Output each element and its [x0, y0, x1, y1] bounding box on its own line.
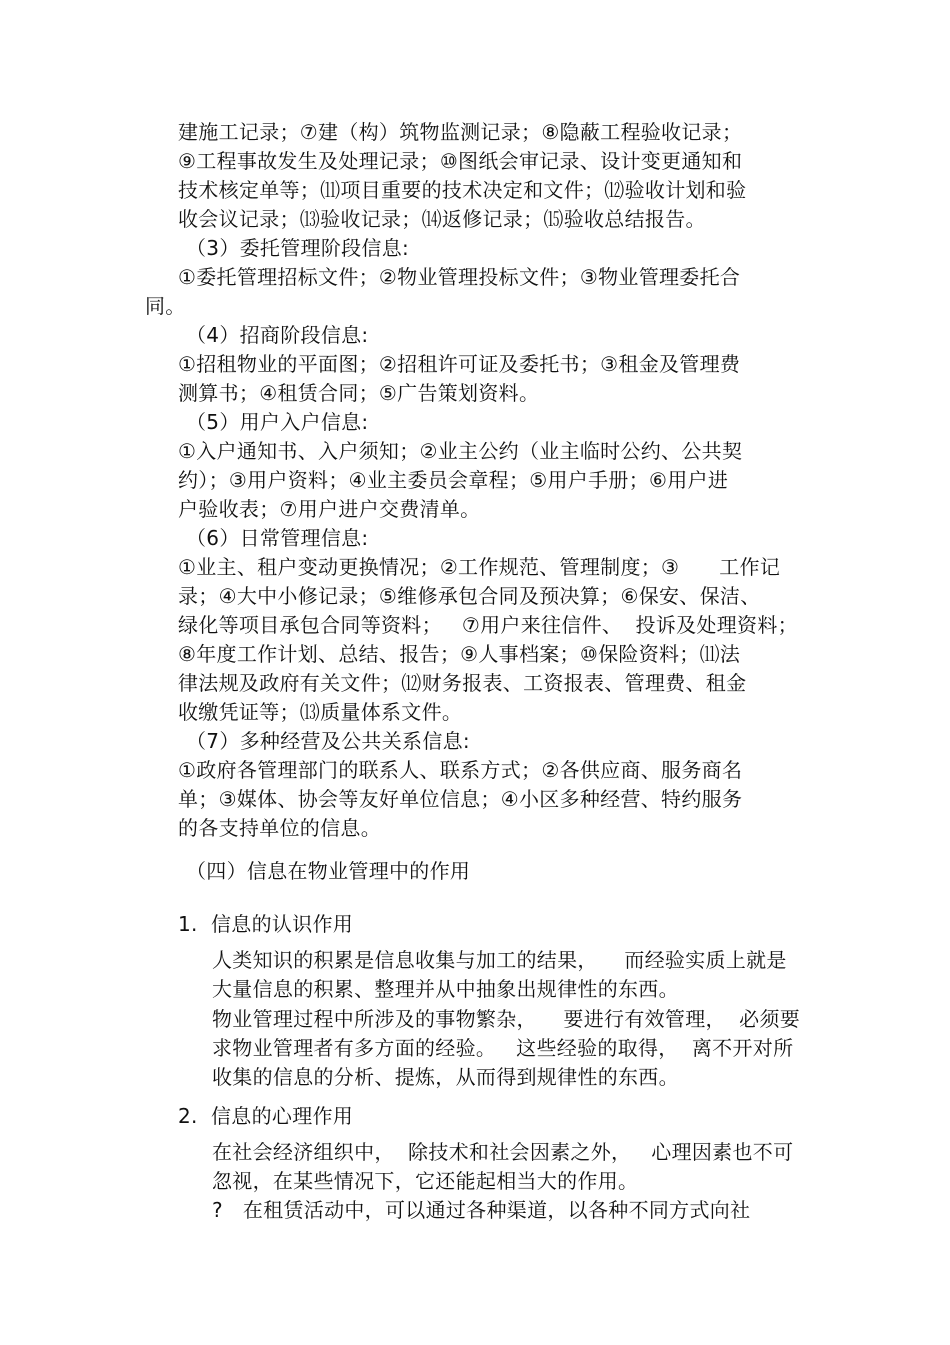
text-line: 求物业管理者有多方面的经验。 这些经验的取得， 离不开对所 [212, 1036, 794, 1060]
text-line: 建施工记录；⑦建（构）筑物监测记录；⑧隐蔽工程验收记录； [178, 120, 743, 144]
text-line: 物业管理过程中所涉及的事物繁杂， 要进行有效管理， 必须要 [212, 1007, 801, 1031]
text-line: 收会议记录；⒀验收记录；⒁返修记录；⒂验收总结报告。 [178, 207, 706, 231]
subsection-heading: （5）用户入户信息: [186, 410, 369, 434]
text-line: 人类知识的积累是信息收集与加工的结果， 而经验实质上就是 [212, 948, 787, 972]
text-line: ①招租物业的平面图；②招租许可证及委托书；③租金及管理费 [178, 352, 741, 376]
numbered-heading: 1. 信息的认识作用 [178, 912, 354, 936]
text-line: ①入户通知书、入户须知；②业主公约（业主临时公约、公共契 [178, 439, 743, 463]
subsection-heading: （7）多种经营及公共关系信息: [186, 729, 470, 753]
text-line: 收集的信息的分析、提炼，从而得到规律性的东西。 [212, 1065, 679, 1089]
text-line: ①政府各管理部门的联系人、联系方式；②各供应商、服务商名 [178, 758, 743, 782]
section-heading: （四）信息在物业管理中的作用 [186, 859, 471, 883]
text-line: 律法规及政府有关文件；⑿财务报表、工资报表、管理费、租金 [178, 671, 747, 695]
text-line: 测算书；④租赁合同；⑤广告策划资料。 [178, 381, 540, 405]
text-line: 单；③媒体、协会等友好单位信息；④小区多种经营、特约服务 [178, 787, 743, 811]
text-line: 户验收表；⑦用户进户交费清单。 [178, 497, 481, 521]
text-line: 技术核定单等；⑾项目重要的技术决定和文件；⑿验收计划和验 [178, 178, 747, 202]
text-line: ①业主、租户变动更换情况；②工作规范、管理制度；③ 工作记 [178, 555, 781, 579]
text-line: 大量信息的积累、整理并从中抽象出规律性的东西。 [212, 977, 679, 1001]
text-line: 的各支持单位的信息。 [178, 816, 381, 840]
subsection-heading: （6）日常管理信息: [186, 526, 369, 550]
text-line: 同。 [145, 294, 186, 318]
text-line: ⑨工程事故发生及处理记录；⑩图纸会审记录、设计变更通知和 [178, 149, 743, 173]
text-line: 忽视，在某些情况下，它还能起相当大的作用。 [212, 1169, 639, 1193]
text-line: 在社会经济组织中， 除技术和社会因素之外， 心理因素也不可 [212, 1140, 794, 1164]
text-line: ? 在租赁活动中，可以通过各种渠道，以各种不同方式向社 [212, 1198, 751, 1222]
text-line: 录；④大中小修记录；⑤维修承包合同及预决算；⑥保安、保洁、 [178, 584, 761, 608]
text-line: ①委托管理招标文件；②物业管理投标文件；③物业管理委托合 [178, 265, 741, 289]
subsection-heading: （4）招商阶段信息: [186, 323, 369, 347]
text-line: 收缴凭证等；⒀质量体系文件。 [178, 700, 463, 724]
text-line: 绿化等项目承包合同等资料； ⑦用户来往信件、 投诉及处理资料； [178, 613, 798, 637]
text-line: 约）；③用户资料；④业主委员会章程；⑤用户手册；⑥用户进 [178, 468, 729, 492]
text-line: ⑧年度工作计划、总结、报告；⑨人事档案；⑩保险资料；⑾法 [178, 642, 741, 666]
subsection-heading: （3）委托管理阶段信息: [186, 236, 410, 260]
numbered-heading: 2. 信息的心理作用 [178, 1104, 354, 1128]
